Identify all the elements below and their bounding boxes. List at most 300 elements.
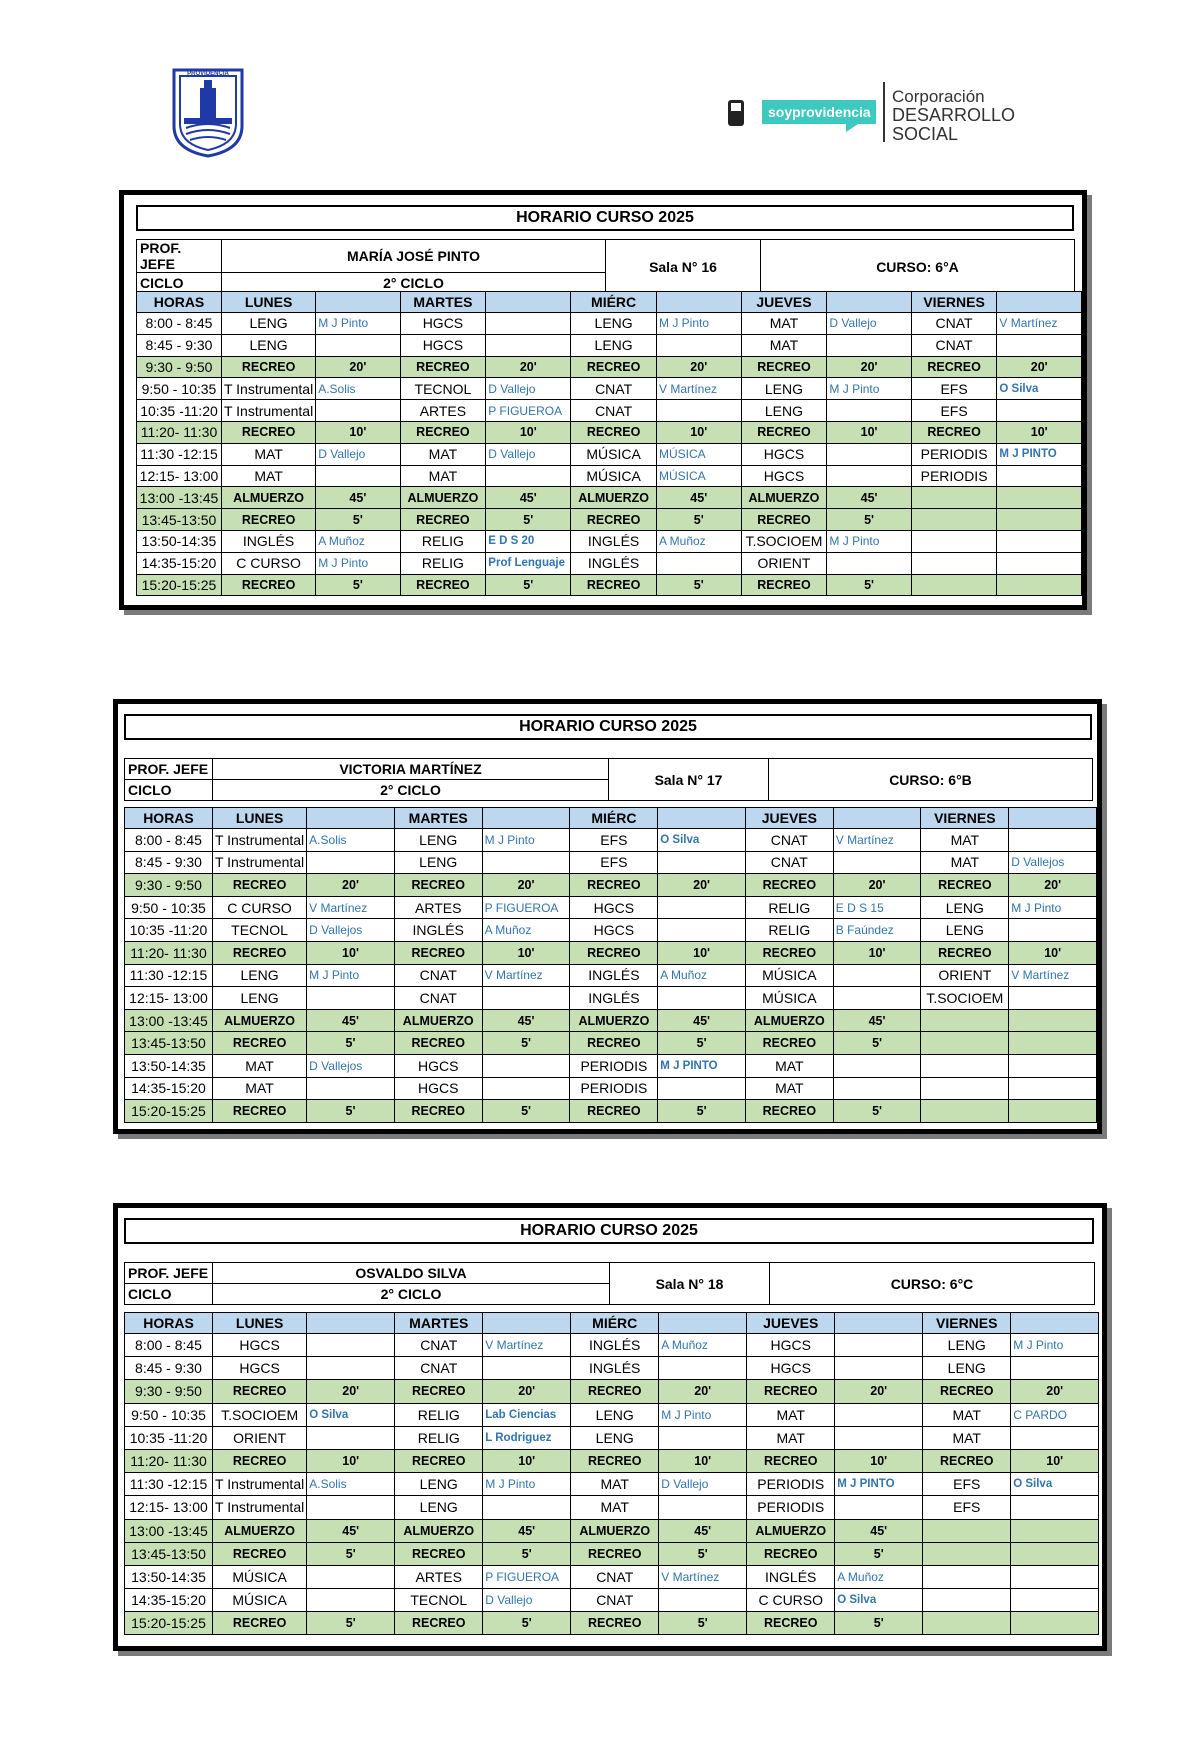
subject-cell: MAT — [923, 1403, 1011, 1426]
break-cell: RECREO — [395, 1542, 483, 1565]
time-cell: 8:00 - 8:45 — [137, 313, 222, 335]
teacher-cell: V Martínez — [1009, 964, 1097, 987]
teacher-cell — [658, 919, 746, 942]
teacher-cell: A Muñoz — [316, 530, 400, 552]
subject-cell: MÚSICA — [213, 1565, 307, 1588]
subject-cell: MÚSICA — [571, 443, 657, 465]
col-header — [307, 1313, 395, 1334]
time-cell: 10:35 -11:20 — [125, 919, 213, 942]
table-row — [137, 530, 1082, 552]
break-cell: 5' — [835, 1542, 923, 1565]
time-cell: 9:30 - 9:50 — [125, 1380, 213, 1403]
teacher-cell: A Muñoz — [835, 1565, 923, 1588]
subject-cell: LENG — [571, 1426, 659, 1449]
teacher-cell: Prof Lenguaje — [486, 552, 571, 574]
subject-cell: PERIODIS — [570, 1077, 658, 1100]
col-header — [486, 292, 571, 313]
subject-cell: INGLÉS — [221, 530, 315, 552]
col-header: MIÉRC — [571, 292, 657, 313]
time-cell: 12:15- 13:00 — [125, 1496, 213, 1519]
teacher-cell: E D S 20 — [486, 530, 571, 552]
teacher-cell — [1009, 919, 1097, 942]
teacher-cell — [482, 851, 570, 874]
subject-cell: CNAT — [394, 987, 482, 1010]
break-cell: RECREO — [213, 1449, 307, 1472]
subject-cell: MAT — [571, 1473, 659, 1496]
teacher-cell — [997, 465, 1082, 487]
time-cell: 8:00 - 8:45 — [125, 1334, 213, 1357]
table-row — [125, 964, 1097, 987]
table-row — [125, 1054, 1097, 1077]
time-cell: 13:45-13:50 — [137, 509, 222, 531]
subject-cell: PERIODIS — [747, 1496, 835, 1519]
break-cell: 5' — [307, 1612, 395, 1635]
table-row — [125, 851, 1097, 874]
break-cell — [1009, 1009, 1097, 1032]
teacher-cell: M J Pinto — [656, 313, 741, 335]
break-cell — [923, 1542, 1011, 1565]
break-cell: 20' — [316, 356, 400, 378]
teacher-cell — [835, 1403, 923, 1426]
subject-cell: CNAT — [571, 378, 657, 400]
subject-cell: TECNOL — [395, 1589, 483, 1612]
corp-line3: SOCIAL — [892, 124, 959, 144]
teacher-cell: D Vallejo — [827, 313, 911, 335]
break-cell — [1009, 1100, 1097, 1123]
break-cell: ALMUERZO — [400, 487, 486, 509]
col-header — [316, 292, 400, 313]
subject-cell: EFS — [570, 851, 658, 874]
break-cell: RECREO — [221, 356, 315, 378]
break-cell: RECREO — [400, 421, 486, 443]
teacher-cell: M J Pinto — [307, 964, 395, 987]
break-cell: RECREO — [747, 1612, 835, 1635]
break-cell — [921, 1032, 1009, 1055]
col-header — [997, 292, 1082, 313]
time-cell: 9:30 - 9:50 — [125, 874, 213, 897]
break-cell: 10' — [307, 1449, 395, 1472]
table-row — [125, 1077, 1097, 1100]
teacher-cell — [483, 1357, 571, 1380]
teacher-cell — [656, 552, 741, 574]
time-cell: 11:20- 11:30 — [125, 941, 213, 964]
teacher-cell: O Silva — [835, 1589, 923, 1612]
break-cell: RECREO — [911, 421, 997, 443]
teacher-cell — [486, 334, 571, 356]
break-cell: RECREO — [212, 1032, 306, 1055]
break-cell: 45' — [659, 1519, 747, 1542]
teacher-cell — [658, 987, 746, 1010]
table-row — [137, 378, 1082, 400]
subject-cell: EFS — [923, 1496, 1011, 1519]
teacher-cell: V Martínez — [307, 896, 395, 919]
break-cell: RECREO — [400, 574, 486, 596]
subject-cell: LENG — [921, 919, 1009, 942]
break-cell: 20' — [659, 1380, 747, 1403]
subject-cell: INGLÉS — [570, 987, 658, 1010]
break-cell: RECREO — [395, 1449, 483, 1472]
teacher-cell: B Faúndez — [833, 919, 921, 942]
teacher-cell — [316, 400, 400, 422]
teacher-cell — [1009, 1054, 1097, 1077]
col-header — [827, 292, 911, 313]
break-cell: 45' — [827, 487, 911, 509]
table-row — [125, 1519, 1099, 1542]
time-cell: 11:20- 11:30 — [137, 421, 222, 443]
prof-name: VICTORIA MARTÍNEZ — [213, 759, 609, 780]
break-cell: 5' — [482, 1100, 570, 1123]
break-cell: RECREO — [394, 941, 482, 964]
prof-name: MARÍA JOSÉ PINTO — [222, 240, 606, 273]
teacher-cell: M J Pinto — [482, 829, 570, 852]
break-cell: ALMUERZO — [571, 1519, 659, 1542]
teacher-cell — [835, 1334, 923, 1357]
break-cell: RECREO — [221, 574, 315, 596]
teacher-cell — [656, 400, 741, 422]
col-header: LUNES — [213, 1313, 307, 1334]
table-row — [125, 896, 1097, 919]
break-cell: 10' — [833, 941, 921, 964]
sala-label: Sala N° 18 — [610, 1263, 770, 1305]
break-cell: RECREO — [570, 1032, 658, 1055]
table-row — [125, 1403, 1099, 1426]
teacher-cell — [835, 1496, 923, 1519]
teacher-cell: A Muñoz — [656, 530, 741, 552]
teacher-cell: MÚSICA — [656, 443, 741, 465]
break-cell: 10' — [835, 1449, 923, 1472]
teacher-cell — [659, 1589, 747, 1612]
subject-cell: RELIG — [400, 530, 486, 552]
subject-cell: MAT — [741, 334, 827, 356]
teacher-cell: L Rodriguez — [483, 1426, 571, 1449]
subject-cell: RELIG — [745, 919, 833, 942]
break-cell: ALMUERZO — [395, 1519, 483, 1542]
teacher-cell — [827, 400, 911, 422]
teacher-cell — [827, 465, 911, 487]
subject-cell: EFS — [911, 378, 997, 400]
subject-cell: MÚSICA — [213, 1589, 307, 1612]
col-header: LUNES — [221, 292, 315, 313]
teacher-cell — [482, 1077, 570, 1100]
subject-cell: INGLÉS — [571, 1357, 659, 1380]
break-cell: RECREO — [741, 421, 827, 443]
subject-cell: C CURSO — [221, 552, 315, 574]
teacher-cell — [658, 851, 746, 874]
teacher-cell: A.Solis — [307, 829, 395, 852]
sala-label: Sala N° 17 — [609, 759, 769, 801]
break-cell: 10' — [307, 941, 395, 964]
school-crest-logo — [170, 66, 246, 158]
break-cell: RECREO — [221, 509, 315, 531]
break-cell: 5' — [827, 574, 911, 596]
break-cell: 10' — [997, 421, 1082, 443]
break-cell — [997, 487, 1082, 509]
teacher-cell: O Silva — [307, 1403, 395, 1426]
subject-cell: MAT — [745, 1077, 833, 1100]
table-row — [137, 400, 1082, 422]
teacher-cell — [307, 1077, 395, 1100]
break-cell: 5' — [307, 1032, 395, 1055]
teacher-cell — [997, 400, 1082, 422]
teacher-cell: D Vallejo — [486, 443, 571, 465]
break-cell: RECREO — [741, 356, 827, 378]
teacher-cell — [1009, 829, 1097, 852]
col-header: JUEVES — [741, 292, 827, 313]
break-cell: 5' — [307, 1100, 395, 1123]
subject-cell: T Instrumental — [221, 400, 315, 422]
subject-cell: EFS — [923, 1473, 1011, 1496]
teacher-cell — [483, 1496, 571, 1519]
break-cell: 45' — [833, 1009, 921, 1032]
teacher-cell: MÚSICA — [656, 465, 741, 487]
break-cell: 5' — [659, 1612, 747, 1635]
teacher-cell — [307, 851, 395, 874]
table-row — [125, 1542, 1099, 1565]
time-cell: 14:35-15:20 — [125, 1589, 213, 1612]
col-header-horas: HORAS — [125, 808, 213, 829]
prof-name: OSVALDO SILVA — [213, 1263, 610, 1284]
subject-cell: TECNOL — [212, 919, 306, 942]
teacher-cell — [997, 552, 1082, 574]
subject-cell: HGCS — [213, 1357, 307, 1380]
break-cell: RECREO — [571, 509, 657, 531]
table-row — [125, 829, 1097, 852]
subject-cell: T Instrumental — [221, 378, 315, 400]
table-row — [125, 919, 1097, 942]
schedule-grid — [136, 291, 1082, 596]
break-cell: 20' — [483, 1380, 571, 1403]
schedule-title: HORARIO CURSO 2025 — [124, 714, 1092, 740]
break-cell: RECREO — [212, 1100, 306, 1123]
teacher-cell: O Silva — [997, 378, 1082, 400]
table-row — [137, 465, 1082, 487]
break-cell: 5' — [658, 1032, 746, 1055]
subject-cell: CNAT — [571, 1565, 659, 1588]
subject-cell: LENG — [741, 378, 827, 400]
break-cell: ALMUERZO — [747, 1519, 835, 1542]
table-row — [137, 574, 1082, 596]
teacher-cell: C PARDO — [1011, 1403, 1099, 1426]
time-cell: 9:50 - 10:35 — [125, 1403, 213, 1426]
time-cell: 8:45 - 9:30 — [125, 1357, 213, 1380]
subject-cell: LENG — [571, 334, 657, 356]
break-cell: RECREO — [213, 1380, 307, 1403]
break-cell: 20' — [307, 1380, 395, 1403]
break-cell: RECREO — [570, 1100, 658, 1123]
break-cell: 10' — [1011, 1449, 1099, 1472]
subject-cell: CNAT — [745, 851, 833, 874]
subject-cell: HGCS — [394, 1054, 482, 1077]
subject-cell: C CURSO — [747, 1589, 835, 1612]
col-header — [658, 808, 746, 829]
subject-cell: LENG — [571, 1403, 659, 1426]
break-cell: 45' — [656, 487, 741, 509]
col-header — [833, 808, 921, 829]
break-cell: RECREO — [212, 941, 306, 964]
time-cell: 13:00 -13:45 — [125, 1009, 213, 1032]
subject-cell: INGLÉS — [571, 552, 657, 574]
subject-cell: PERIODIS — [570, 1054, 658, 1077]
break-cell: ALMUERZO — [570, 1009, 658, 1032]
teacher-cell — [1011, 1357, 1099, 1380]
break-cell: 10' — [482, 941, 570, 964]
subject-cell: MÚSICA — [745, 987, 833, 1010]
subject-cell: LENG — [221, 334, 315, 356]
teacher-cell: D Vallejos — [1009, 851, 1097, 874]
time-cell: 13:00 -13:45 — [125, 1519, 213, 1542]
break-cell: RECREO — [571, 421, 657, 443]
break-cell: 5' — [833, 1032, 921, 1055]
subject-cell: MAT — [921, 851, 1009, 874]
subject-cell: EFS — [570, 829, 658, 852]
teacher-cell: M J Pinto — [659, 1403, 747, 1426]
break-cell: 10' — [1009, 941, 1097, 964]
col-header: VIERNES — [923, 1313, 1011, 1334]
col-header: MARTES — [400, 292, 486, 313]
subject-cell: HGCS — [570, 896, 658, 919]
subject-cell: RELIG — [400, 552, 486, 574]
teacher-cell: M J Pinto — [1009, 896, 1097, 919]
break-cell: RECREO — [570, 874, 658, 897]
time-cell: 13:50-14:35 — [125, 1054, 213, 1077]
table-row — [137, 356, 1082, 378]
subject-cell: CNAT — [395, 1357, 483, 1380]
table-row — [125, 1100, 1097, 1123]
break-cell: RECREO — [394, 874, 482, 897]
break-cell: 20' — [1011, 1380, 1099, 1403]
ciclo-value: 2° CICLO — [213, 780, 609, 801]
teacher-cell: A Muñoz — [658, 964, 746, 987]
col-header: MIÉRC — [571, 1313, 659, 1334]
teacher-cell — [833, 1077, 921, 1100]
teacher-cell — [307, 1357, 395, 1380]
teacher-cell — [1011, 1426, 1099, 1449]
teacher-cell — [307, 1589, 395, 1612]
subject-cell: RELIG — [745, 896, 833, 919]
subject-cell — [911, 552, 997, 574]
col-header: MARTES — [394, 808, 482, 829]
teacher-cell: V Martínez — [483, 1334, 571, 1357]
break-cell: 5' — [316, 509, 400, 531]
break-cell: ALMUERZO — [213, 1519, 307, 1542]
time-cell: 13:45-13:50 — [125, 1032, 213, 1055]
schedule-header — [124, 1262, 1095, 1305]
subject-cell: CNAT — [571, 1589, 659, 1612]
time-cell: 14:35-15:20 — [137, 552, 222, 574]
break-cell: RECREO — [921, 941, 1009, 964]
break-cell — [1011, 1519, 1099, 1542]
teacher-cell: M J Pinto — [316, 313, 400, 335]
subject-cell: MAT — [747, 1403, 835, 1426]
break-cell: RECREO — [570, 941, 658, 964]
subject-cell: MAT — [212, 1054, 306, 1077]
teacher-cell: D Vallejo — [659, 1473, 747, 1496]
break-cell: RECREO — [923, 1380, 1011, 1403]
break-cell: RECREO — [571, 1449, 659, 1472]
break-cell: 5' — [483, 1542, 571, 1565]
teacher-cell — [833, 987, 921, 1010]
subject-cell: CNAT — [395, 1334, 483, 1357]
break-cell: 20' — [833, 874, 921, 897]
schedule-card — [119, 190, 1087, 610]
teacher-cell — [307, 1334, 395, 1357]
schedule-grid — [124, 807, 1097, 1123]
break-cell: RECREO — [741, 574, 827, 596]
teacher-cell — [658, 1077, 746, 1100]
subject-cell: MAT — [221, 465, 315, 487]
prof-label: PROF. JEFE — [137, 240, 222, 273]
subject-cell: CNAT — [911, 334, 997, 356]
subject-cell: T.SOCIOEM — [213, 1403, 307, 1426]
break-cell: 45' — [316, 487, 400, 509]
break-cell: RECREO — [213, 1542, 307, 1565]
break-cell: 45' — [483, 1519, 571, 1542]
subject-cell: CNAT — [394, 964, 482, 987]
col-header — [1011, 1313, 1099, 1334]
teacher-cell: P FIGUEROA — [482, 896, 570, 919]
break-cell: RECREO — [741, 509, 827, 531]
teacher-cell — [486, 465, 571, 487]
col-header-horas: HORAS — [125, 1313, 213, 1334]
break-cell: 45' — [835, 1519, 923, 1542]
teacher-cell — [659, 1357, 747, 1380]
subject-cell: CNAT — [745, 829, 833, 852]
break-cell: 10' — [483, 1449, 571, 1472]
break-cell — [1009, 1032, 1097, 1055]
table-row — [125, 941, 1097, 964]
subject-cell: LENG — [394, 829, 482, 852]
time-cell: 12:15- 13:00 — [137, 465, 222, 487]
subject-cell: MAT — [400, 465, 486, 487]
subject-cell: MAT — [221, 443, 315, 465]
teacher-cell — [997, 334, 1082, 356]
time-cell: 13:50-14:35 — [125, 1565, 213, 1588]
break-cell — [997, 509, 1082, 531]
time-cell: 11:30 -12:15 — [125, 964, 213, 987]
table-row — [125, 1009, 1097, 1032]
break-cell: ALMUERZO — [212, 1009, 306, 1032]
table-row — [125, 1496, 1099, 1519]
break-cell — [923, 1519, 1011, 1542]
subject-cell: RELIG — [395, 1403, 483, 1426]
subject-cell: C CURSO — [212, 896, 306, 919]
subject-cell: HGCS — [213, 1334, 307, 1357]
subject-cell — [911, 530, 997, 552]
subject-cell: HGCS — [747, 1334, 835, 1357]
break-cell: RECREO — [745, 1032, 833, 1055]
subject-cell: LENG — [923, 1357, 1011, 1380]
break-cell — [911, 509, 997, 531]
schedule-header — [124, 758, 1093, 801]
break-cell: RECREO — [745, 941, 833, 964]
break-cell: RECREO — [571, 1380, 659, 1403]
teacher-cell — [835, 1426, 923, 1449]
subject-cell: T Instrumental — [212, 829, 306, 852]
schedule-grid — [124, 1312, 1099, 1635]
teacher-cell — [827, 443, 911, 465]
subject-cell: LENG — [921, 896, 1009, 919]
break-cell: 5' — [656, 509, 741, 531]
subject-cell: PERIODIS — [747, 1473, 835, 1496]
break-cell: RECREO — [747, 1380, 835, 1403]
table-row — [125, 1380, 1099, 1403]
subject-cell: LENG — [395, 1473, 483, 1496]
table-row — [125, 1426, 1099, 1449]
time-cell: 10:35 -11:20 — [137, 400, 222, 422]
subject-cell: HGCS — [400, 334, 486, 356]
corp-line1: Corporación — [892, 87, 985, 106]
break-cell: 45' — [486, 487, 571, 509]
